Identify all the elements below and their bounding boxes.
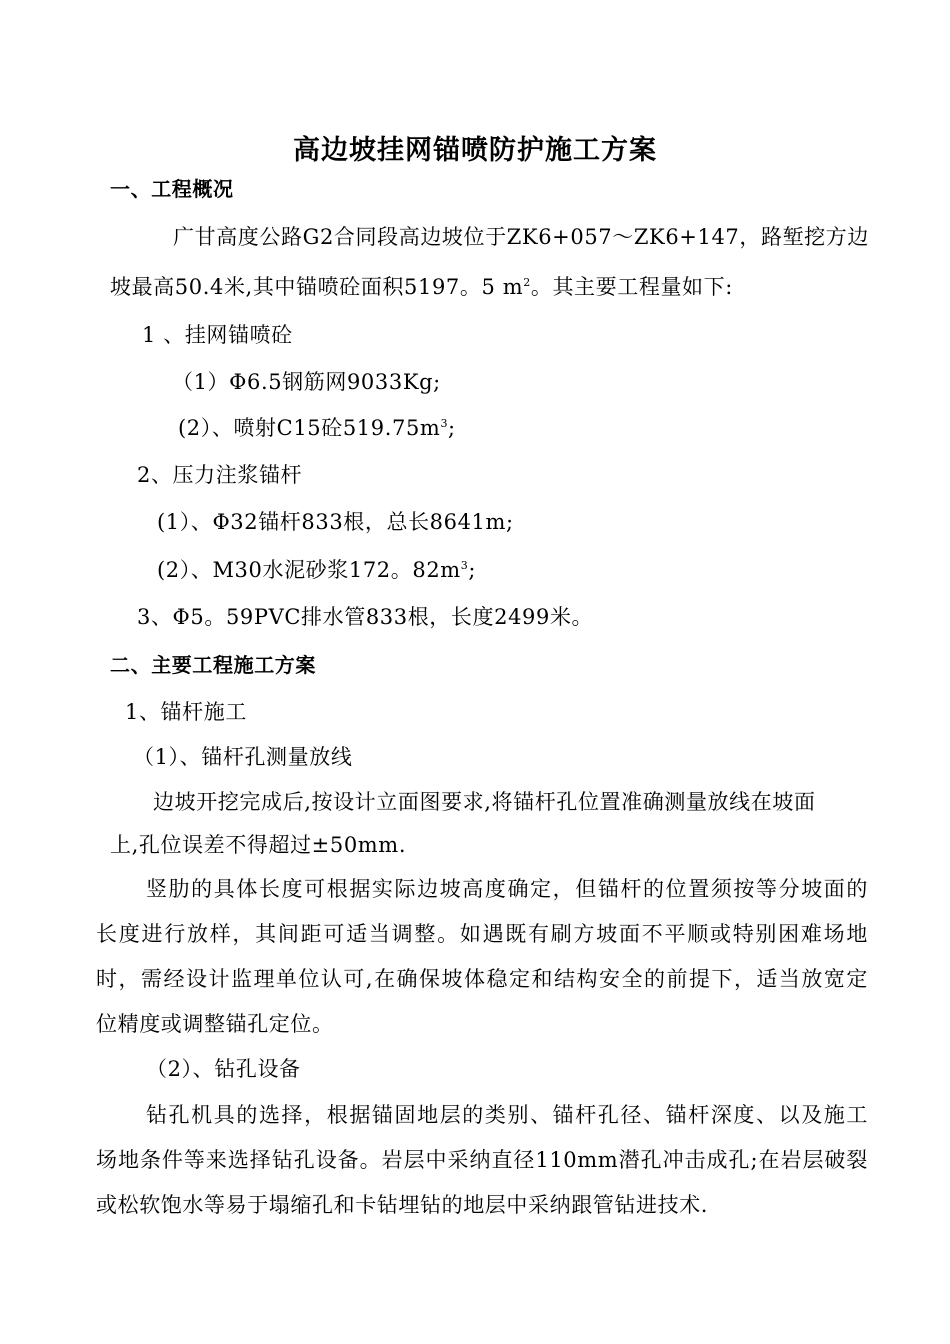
subsection-heading: （1）、锚杆孔测量放线 (133, 745, 353, 769)
paragraph-line: 场地条件等来选择钻孔设备。岩层中采纳直径110mm潜孔冲击成孔;在岩层破裂 (96, 1148, 868, 1172)
text-run: (2）、喷射C15砼519.75m (178, 416, 441, 440)
list-subitem (157, 555, 476, 585)
list-subitem: （1）Φ6.5钢筋网9033Kg; (172, 370, 441, 394)
paragraph-line: 竖肋的具体长度可根据实际边坡高度确定，但锚杆的位置须按等分坡面的 (146, 877, 868, 901)
text-run: ; (448, 416, 456, 440)
text-run: ; (468, 558, 477, 582)
paragraph-line: 上,孔位误差不得超过±50mm. (110, 833, 407, 857)
paragraph-line: 广甘高度公路G2合同段高边坡位于ZK6+057～ZK6+147，路堑挖方边 (173, 225, 869, 249)
paragraph-line: 钻孔机具的选择，根据锚固地层的类别、锚杆孔径、锚杆深度、以及施工 (146, 1103, 868, 1127)
superscript: 3 (460, 559, 469, 572)
paragraph-line: 边坡开挖完成后,按设计立面图要求,将锚杆孔位置准确测量放线在坡面 (153, 790, 816, 814)
superscript: 2 (523, 276, 531, 289)
list-item: 1 、挂网锚喷砼 (142, 323, 293, 347)
text-run: (2）、M30水泥砂浆172。82m (157, 558, 461, 582)
section-heading-overview: 一、工程概况 (110, 177, 234, 201)
list-item: 3、Φ5。59PVC排水管833根，长度2499米。 (137, 605, 594, 629)
paragraph-line: 时，需经设计监理单位认可,在确保坡体稳定和结构安全的前提下，适当放宽定 (96, 967, 868, 991)
paragraph-line: 长度进行放样，其间距可适当调整。如遇既有刷方坡面不平顺或特别困难场地 (96, 922, 868, 946)
paragraph-line: 位精度或调整锚孔定位。 (96, 1012, 334, 1036)
paragraph-line-with-superscript (110, 272, 733, 302)
superscript: 3 (440, 417, 449, 430)
subsection-heading: （2）、钻孔设备 (146, 1057, 301, 1081)
section-heading-plan: 二、主要工程施工方案 (110, 653, 316, 677)
text-run: 。其主要工程量如下: (530, 275, 733, 299)
list-subitem: (1）、Φ32锚杆833根，总长8641m; (157, 510, 514, 534)
list-subitem (178, 413, 456, 443)
subsection-heading: 1、锚杆施工 (125, 700, 247, 724)
page-title: 高边坡挂网锚喷防护施工方案 (293, 135, 657, 166)
list-item: 2、压力注浆锚杆 (137, 463, 303, 487)
text-run: 坡最高50.4米,其中锚喷砼面积5197。5 m (110, 275, 524, 299)
paragraph-line: 或松软饱水等易于塌缩孔和卡钻埋钻的地层中采纳跟管钻进技术. (96, 1193, 709, 1217)
